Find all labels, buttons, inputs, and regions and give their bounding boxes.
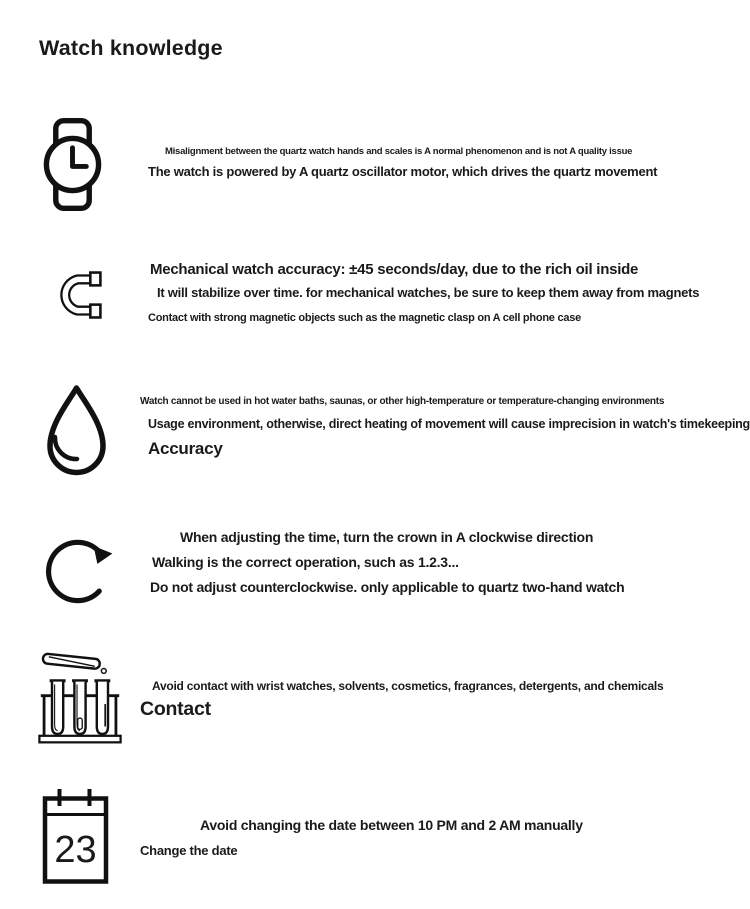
section-text-line: Avoid changing the date between 10 PM and 2 AM manually — [200, 817, 583, 833]
section-text-line: Avoid contact with wrist watches, solvents, cosmetics, fragrances, detergents, and chemicals — [152, 679, 664, 693]
page-title: Watch knowledge — [39, 36, 223, 60]
section-text-line: Do not adjust counterclockwise. only applicable to quartz two-hand watch — [150, 579, 625, 595]
section-text-line: Change the date — [140, 843, 238, 858]
section-text-line: Watch cannot be used in hot water baths, saunas, or other high-temperature or temperature-changing environments — [140, 396, 665, 407]
section-text-line: It will stabilize over time. for mechanical watches, be sure to keep them away from magnets — [157, 285, 700, 300]
calendar-date-number: 23 — [54, 829, 97, 871]
section-crown-adjustment — [140, 529, 720, 596]
section-date-change — [140, 817, 720, 859]
section-text-line: Usage environment, otherwise, direct heating of movement will cause imprecision in watch's timekeeping — [148, 417, 750, 431]
calendar-icon — [42, 786, 110, 885]
section-temperature-accuracy — [140, 396, 750, 459]
magnet-icon — [50, 267, 105, 323]
water-drop-icon — [41, 382, 112, 486]
section-text-line: When adjusting the time, turn the crown in A clockwise direction — [180, 529, 594, 545]
section-quartz-movement — [140, 146, 720, 180]
section-text-line: Contact — [140, 698, 211, 720]
section-text-line: Walking is the correct operation, such as 1.2.3... — [152, 554, 459, 570]
section-chemical-contact — [140, 679, 720, 721]
test-tubes-icon — [38, 648, 122, 748]
section-text-line: The watch is powered by A quartz oscillator motor, which drives the quartz movement — [148, 164, 658, 179]
section-text-line: Misalignment between the quartz watch hands and scales is A normal phenomenon and is not A quality issue — [165, 146, 633, 157]
section-magnetism — [140, 261, 720, 325]
section-text-line: Accuracy — [148, 439, 223, 458]
clockwise-arrow-icon — [40, 528, 119, 611]
section-text-line: Contact with strong magnetic objects such as the magnetic clasp on A cell phone case — [148, 312, 581, 324]
section-text-line: Mechanical watch accuracy: ±45 seconds/day, due to the rich oil inside — [150, 261, 639, 278]
wristwatch-icon — [42, 117, 103, 212]
